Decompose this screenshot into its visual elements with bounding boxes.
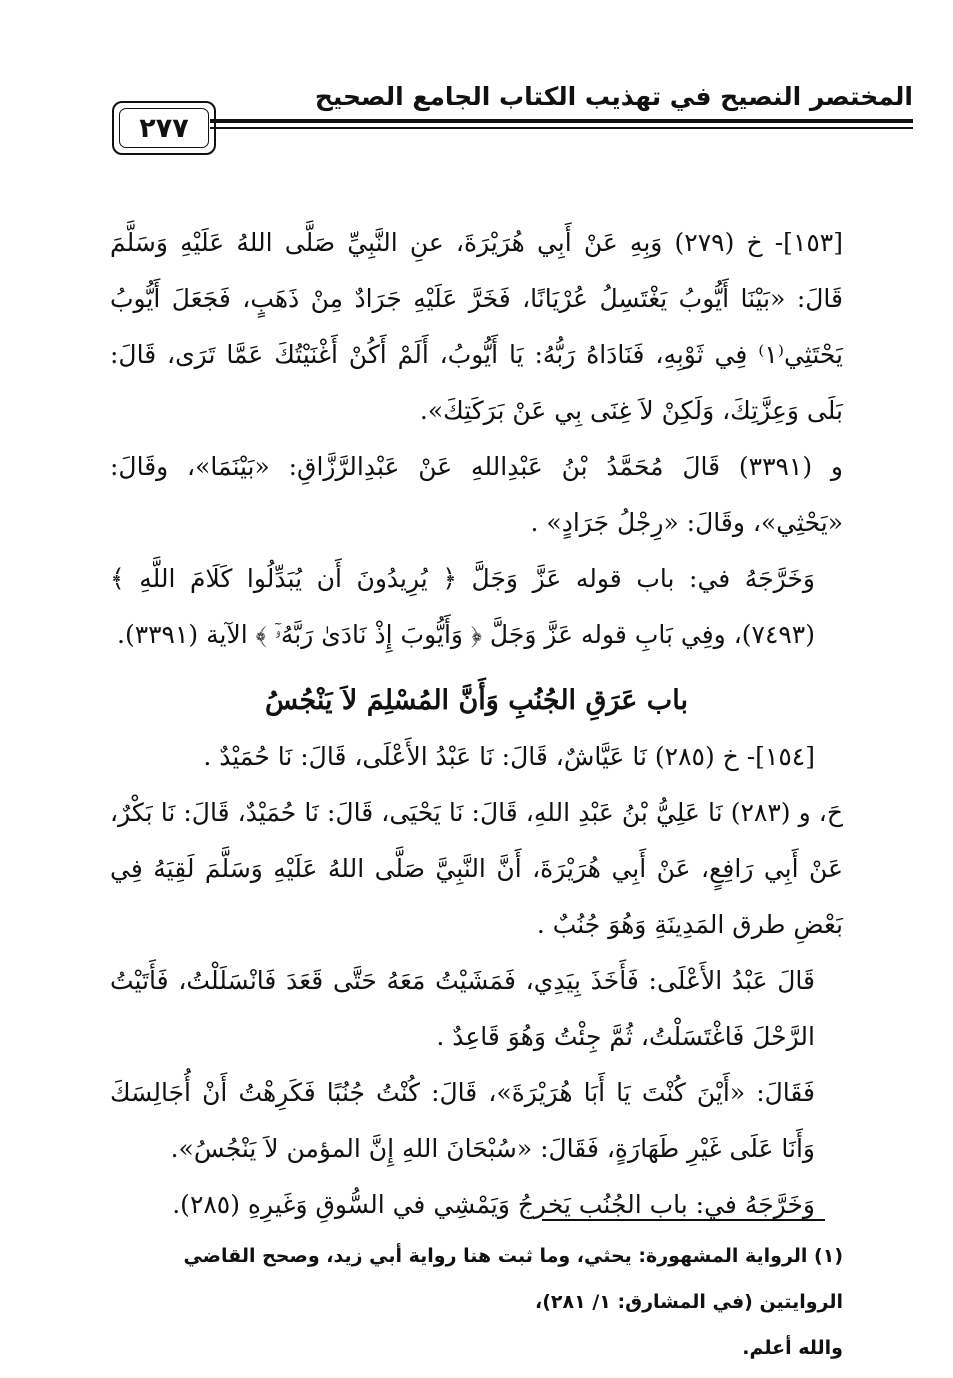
page-number [112,101,216,155]
hadith-153: [١٥٣]- خ (٢٧٩) وَبِهِ عَنْ أَبِي هُرَيْرَةَ، عنِ النَّبِيِّ صَلَّى اللهُ عَلَيْهِ وَسَلَّمَ قَالَ: «بَيْنَا أَيُّوبُ يَغْتَسِلُ عُرْيَانًا، فَخَرَّ عَلَيْهِ جَرَادٌ مِنْ ذَهَبٍ، فَجَعَلَ أَيُّوبُ يَحْتَثِي⁽١⁾ فِي ثَوْبِهِ، فَنَادَاهُ رَبُّهُ: يَا أَيُّوبُ، أَلَمْ أَكُنْ أَغْنَيْتُكَ عَمَّا تَرَى، قَالَ: بَلَى وَعِزَّتِكَ، وَلَكِنْ لاَ غِنَى بِي عَنْ بَرَكَتِكَ». [110,228,843,425]
footnotes [110,1233,843,1371]
hadith-154-dialogue: فَقَالَ: «أَيْنَ كُنْتَ يَا أَبَا هُرَيْرَةَ»، قَالَ: كُنْتُ جُنُبًا فَكَرِهْتُ أَنْ أُجَالِسَكَ وَأَنَا عَلَى غَيْرِ طَهَارَةٍ، فَقَالَ: «سُبْحَانَ اللهِ إِنَّ المؤمن لاَ يَنْجُسُ». [110,1078,815,1163]
takhrij-note: وَخَرَّجَهُ في: باب قوله عَزَّ وَجَلَّ ﴿ يُرِيدُونَ أَن يُبَدِّلُوا كَلَامَ اللَّهِ ﴾ (٧٤٩٣)، وفِي بَابِ قوله عَزَّ وَجَلَّ ﴿ وَأَيُّوبَ إِذْ نَادَىٰ رَبَّهُۥٓ ﴾ الآية (٣٣٩١). [110,564,815,649]
hadith-154-narration: قَالَ عَبْدُ الأَعْلَى: فَأَخَذَ بِيَدِي، فَمَشَيْتُ مَعَهُ حَتَّى قَعَدَ فَانْسَلَلْتُ، فَأَتَيْتُ الرَّحْلَ فَاغْتَسَلْتُ، ثُمَّ جِئْتُ وَهُوَ قَاعِدٌ . [110,966,815,1051]
takhrij-note-2: وَخَرَّجَهُ في: باب الجُنُب يَخرجُ وَيَمْشِي في السُّوقِ وَغَيرِهِ (٢٨٥). [172,1190,815,1219]
page-body [110,215,843,1233]
footnote-1-continued: والله أعلم. [742,1337,843,1359]
footnote-separator [542,1219,825,1221]
hadith-154-text: حَ، و (٢٨٣) نَا عَلِيُّ بْنُ عَبْدِ اللهِ، قَالَ: نَا يَحْيَى، قَالَ: نَا حُمَيْدٌ، قَالَ: نَا بَكْرٌ، عَنْ أَبِي رَافِعٍ، عَنْ أَبِي هُرَيْرَةَ، أَنَّ النَّبِيَّ صَلَّى اللهُ عَلَيْهِ وَسَلَّمَ لَقِيَهُ فِي بَعْضِ طرق المَدِينَةِ وَهُوَ جُنُبٌ . [110,798,843,939]
narration-note: و (٣٣٩١) قَالَ مُحَمَّدُ بْنُ عَبْدِاللهِ عَنْ عَبْدِالرَّزَّاقِ: «بَيْنَمَا»، وقَالَ: «يَحْثِي»، وقَالَ: «رِجْلُ جَرَادٍ» . [110,452,843,537]
header-rule-thin [210,127,913,129]
page-header [0,0,953,200]
header-rule [210,119,913,123]
chapter-heading: باب عَرَقِ الجُنُبِ وَأَنَّ المُسْلِمَ لاَ يَنْجُسُ [265,685,688,716]
page-number-text: ٢٧٧ [139,112,189,144]
running-title: المختصر النصيح في تهذيب الكتاب الجامع الصحيح [314,82,913,111]
hadith-154-chain: [١٥٤]- خ (٢٨٥) نَا عَيَّاشٌ، قَالَ: نَا عَبْدُ الأَعْلَى، قَالَ: نَا حُمَيْدٌ . [203,742,815,771]
footnote-1: (١) الرواية المشهورة: يحثي، وما ثبت هنا رواية أبي زيد، وصحح القاضي الروايتين (في المشارق: ١/ ٢٨١)، [183,1245,843,1313]
